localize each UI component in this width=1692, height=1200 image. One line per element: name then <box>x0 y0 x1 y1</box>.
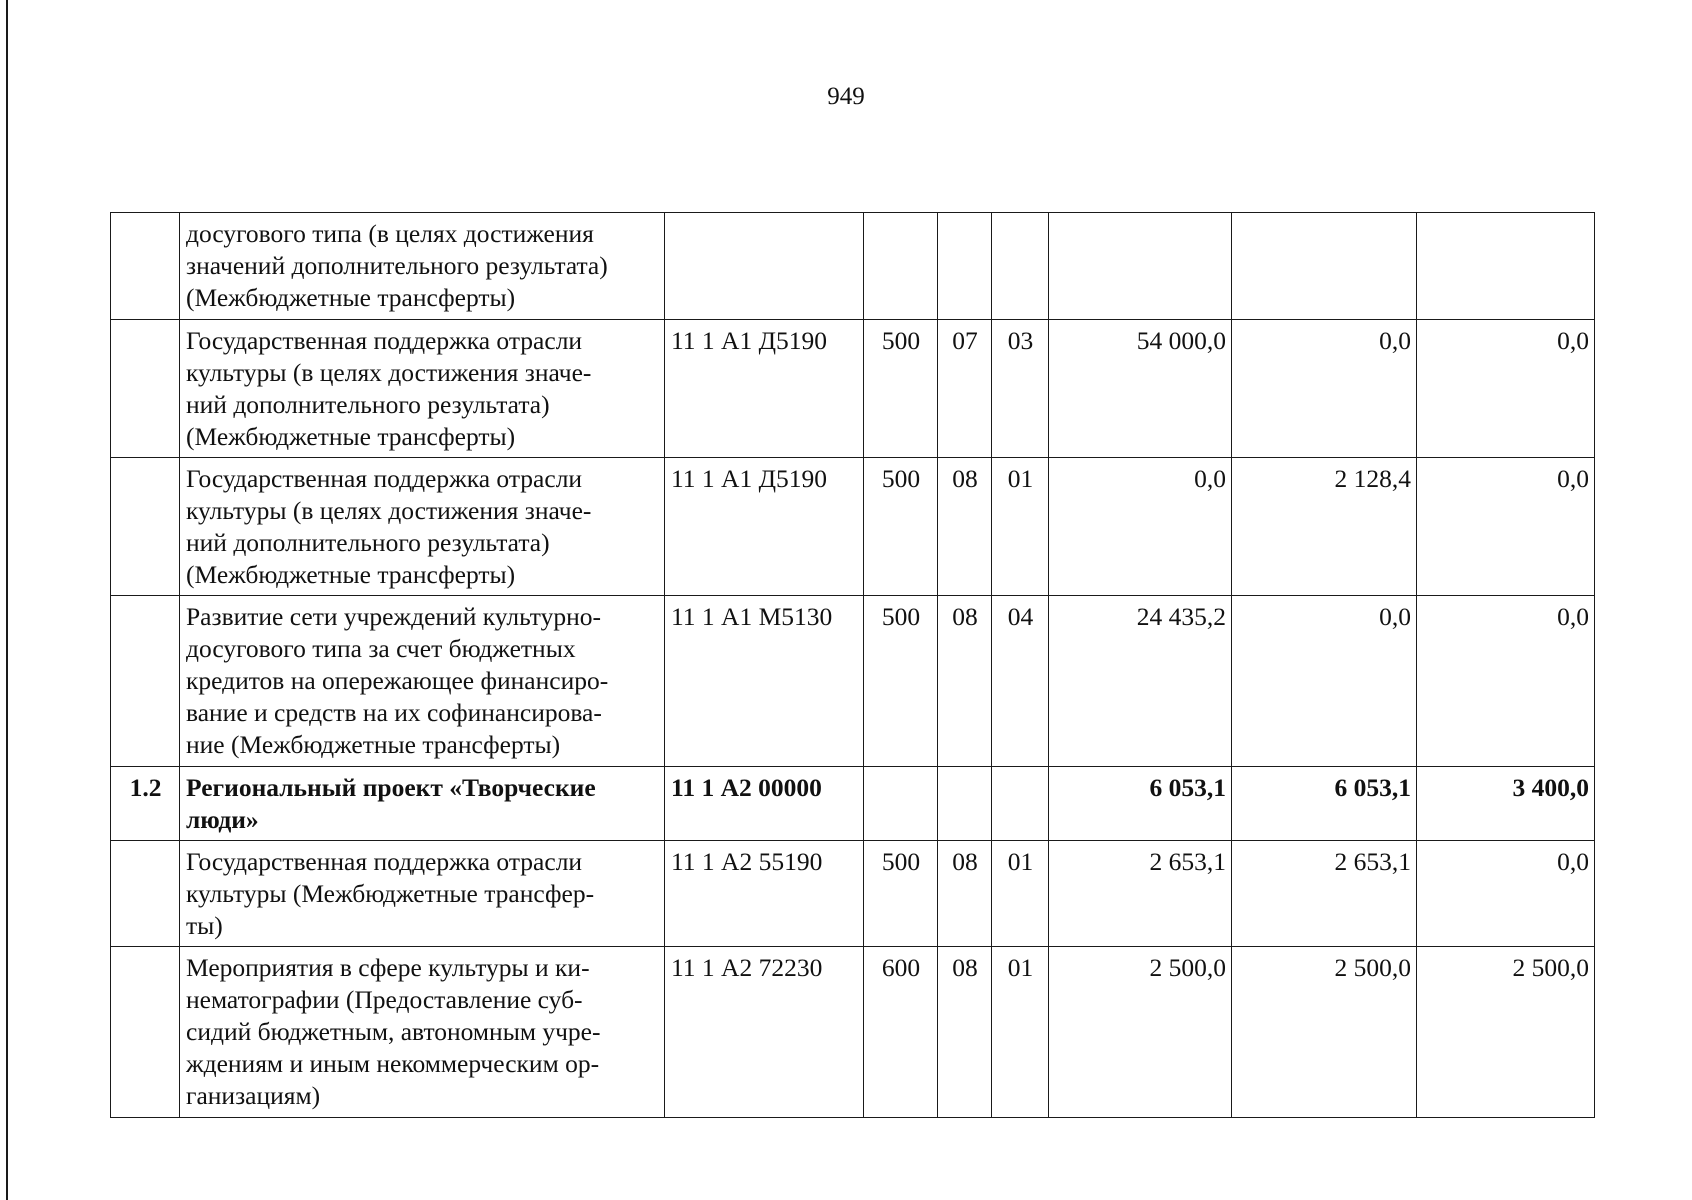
description-line: Государственная поддержка отрасли <box>186 326 583 355</box>
amount-year-2: 2 500,0 <box>1232 947 1417 1118</box>
row-description <box>180 947 665 1118</box>
description-line: кредитов на опережающее финансиро- <box>186 666 609 695</box>
description-line: нематографии (Предоставление суб- <box>186 985 583 1014</box>
description-line: Государственная поддержка отрасли <box>186 847 583 876</box>
amount-year-3: 0,0 <box>1417 841 1595 947</box>
section-code: 08 <box>938 596 992 767</box>
row-number <box>111 213 180 320</box>
subsection-code: 03 <box>992 320 1049 458</box>
description-line: значений дополнительного результата) <box>186 251 608 280</box>
description-line: люди» <box>186 805 259 834</box>
amount-year-2: 0,0 <box>1232 320 1417 458</box>
target-article-code: 11 1 А1 Д5190 <box>665 320 864 458</box>
description-line: ждениям и иным некоммерческим ор- <box>186 1049 600 1078</box>
section-code: 08 <box>938 947 992 1118</box>
subsection-code: 01 <box>992 947 1049 1118</box>
target-article-code: 11 1 А2 72230 <box>665 947 864 1118</box>
amount-year-2: 2 128,4 <box>1232 458 1417 596</box>
expense-type-code: 500 <box>864 458 938 596</box>
section-code: 08 <box>938 841 992 947</box>
page-left-border-line <box>6 0 8 1200</box>
description-line: культуры (в целях достижения значе- <box>186 358 592 387</box>
expense-type-code: 500 <box>864 596 938 767</box>
table-row <box>111 841 1595 947</box>
description-line: (Межбюджетные трансферты) <box>186 422 516 451</box>
amount-year-1: 0,0 <box>1049 458 1232 596</box>
section-code <box>938 213 992 320</box>
budget-table-body <box>111 213 1595 1118</box>
section-code <box>938 767 992 841</box>
expense-type-code: 600 <box>864 947 938 1118</box>
row-description <box>180 596 665 767</box>
amount-year-3: 3 400,0 <box>1417 767 1595 841</box>
description-line: культуры (Межбюджетные трансфер- <box>186 879 595 908</box>
description-line: сидий бюджетным, автономным учре- <box>186 1017 601 1046</box>
description-line: (Межбюджетные трансферты) <box>186 560 516 589</box>
target-article-code: 11 1 А2 00000 <box>665 767 864 841</box>
description-line: Развитие сети учреждений культурно- <box>186 602 601 631</box>
row-number <box>111 320 180 458</box>
amount-year-2: 2 653,1 <box>1232 841 1417 947</box>
subsection-code <box>992 213 1049 320</box>
description-line: вание и средств на их софинансирова- <box>186 698 602 727</box>
section-code: 07 <box>938 320 992 458</box>
amount-year-3: 2 500,0 <box>1417 947 1595 1118</box>
target-article-code: 11 1 А1 Д5190 <box>665 458 864 596</box>
description-line: (Межбюджетные трансферты) <box>186 283 516 312</box>
amount-year-1: 2 653,1 <box>1049 841 1232 947</box>
row-description <box>180 841 665 947</box>
expense-type-code: 500 <box>864 320 938 458</box>
description-line: культуры (в целях достижения значе- <box>186 496 592 525</box>
amount-year-1: 54 000,0 <box>1049 320 1232 458</box>
description-line: Региональный проект «Творческие <box>186 773 596 802</box>
description-line: ты) <box>186 911 223 940</box>
target-article-code: 11 1 А1 М5130 <box>665 596 864 767</box>
table-row <box>111 213 1595 320</box>
description-line: Государственная поддержка отрасли <box>186 464 583 493</box>
amount-year-1: 24 435,2 <box>1049 596 1232 767</box>
amount-year-3: 0,0 <box>1417 458 1595 596</box>
row-number <box>111 596 180 767</box>
row-description <box>180 213 665 320</box>
page-number: 949 <box>827 83 865 110</box>
description-line: досугового типа за счет бюджетных <box>186 634 576 663</box>
amount-year-2: 6 053,1 <box>1232 767 1417 841</box>
expense-type-code <box>864 213 938 320</box>
amount-year-3: 0,0 <box>1417 320 1595 458</box>
table-row <box>111 767 1595 841</box>
target-article-code <box>665 213 864 320</box>
expense-type-code <box>864 767 938 841</box>
target-article-code: 11 1 А2 55190 <box>665 841 864 947</box>
row-number <box>111 841 180 947</box>
budget-table <box>110 212 1595 1118</box>
row-description <box>180 458 665 596</box>
amount-year-1: 6 053,1 <box>1049 767 1232 841</box>
description-line: ганизациям) <box>186 1081 321 1110</box>
table-row <box>111 320 1595 458</box>
amount-year-3: 0,0 <box>1417 596 1595 767</box>
subsection-code: 04 <box>992 596 1049 767</box>
row-description <box>180 767 665 841</box>
subsection-code: 01 <box>992 841 1049 947</box>
table-row <box>111 947 1595 1118</box>
subsection-code <box>992 767 1049 841</box>
section-code: 08 <box>938 458 992 596</box>
description-line: ний дополнительного результата) <box>186 390 550 419</box>
description-line: ний дополнительного результата) <box>186 528 550 557</box>
description-line: ние (Межбюджетные трансферты) <box>186 730 561 759</box>
amount-year-2 <box>1232 213 1417 320</box>
description-line: Мероприятия в сфере культуры и ки- <box>186 953 590 982</box>
amount-year-2: 0,0 <box>1232 596 1417 767</box>
row-number <box>111 458 180 596</box>
row-number <box>111 947 180 1118</box>
table-row <box>111 596 1595 767</box>
subsection-code: 01 <box>992 458 1049 596</box>
amount-year-1 <box>1049 213 1232 320</box>
row-number: 1.2 <box>111 767 180 841</box>
amount-year-1: 2 500,0 <box>1049 947 1232 1118</box>
row-description <box>180 320 665 458</box>
description-line: досугового типа (в целях достижения <box>186 219 594 248</box>
table-row <box>111 458 1595 596</box>
expense-type-code: 500 <box>864 841 938 947</box>
amount-year-3 <box>1417 213 1595 320</box>
